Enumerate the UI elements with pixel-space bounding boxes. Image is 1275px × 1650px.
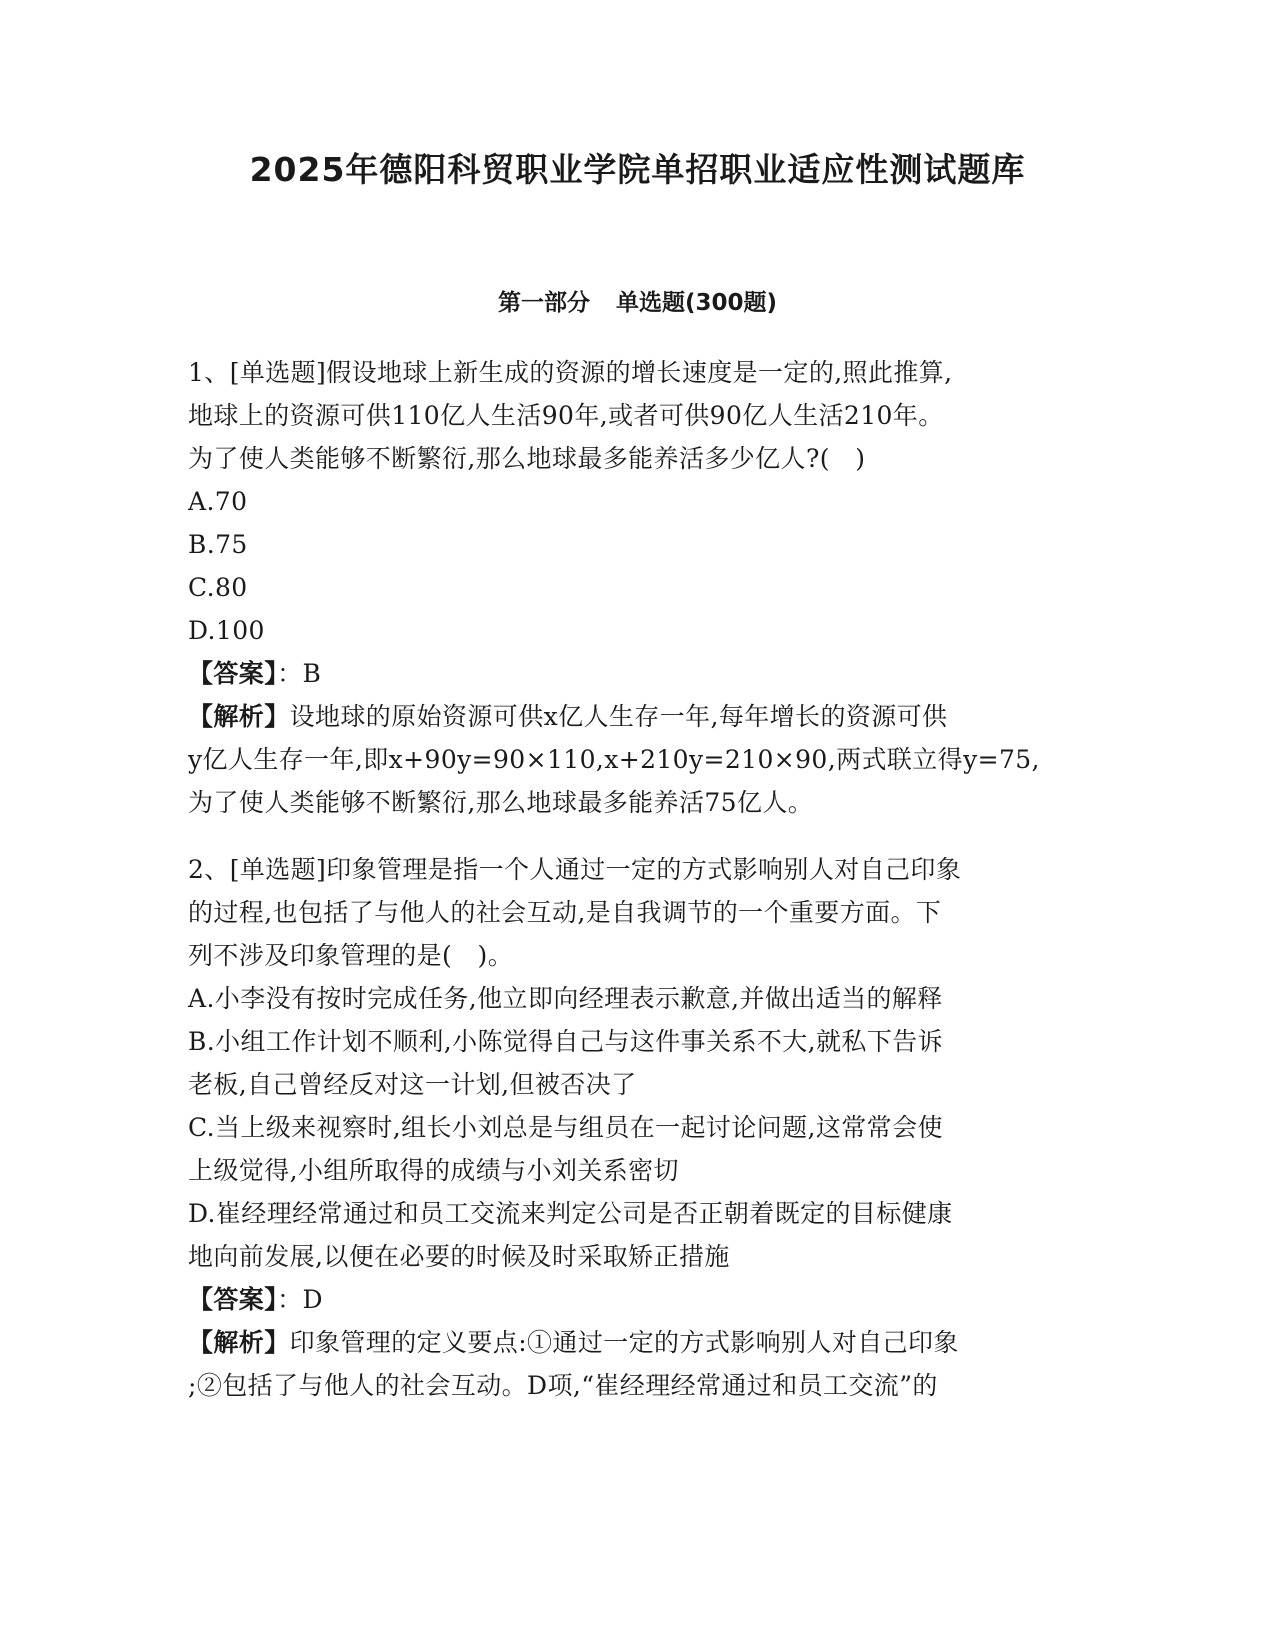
option-c-continued: 上级觉得,小组所取得的成绩与小刘关系密切 [188, 1156, 679, 1185]
answer-line [188, 652, 1084, 695]
analysis-line: 为了使人类能够不断繁衍,那么地球最多能养活75亿人。 [188, 788, 814, 817]
question-stem-line: 1、[单选题]假设地球上新生成的资源的增长速度是一定的,照此推算, [188, 358, 953, 387]
question-2 [188, 848, 1084, 1407]
option-a: A.70 [188, 487, 248, 516]
answer-label: 【答案】 [188, 1285, 278, 1314]
option-d: D.崔经理经常通过和员工交流来判定公司是否正朝着既定的目标健康 [188, 1199, 953, 1228]
analysis-line: ;②包括了与他人的社会互动。D项,“崔经理经常通过和员工交流”的 [188, 1371, 938, 1400]
document-title: 2025年德阳科贸职业学院单招职业适应性测试题库 [249, 150, 1026, 189]
answer-line [188, 1278, 1084, 1321]
analysis-line [188, 1321, 1084, 1364]
analysis-text: 设地球的原始资源可供x亿人生存一年,每年增长的资源可供 [289, 702, 948, 731]
option-c: C.80 [188, 573, 248, 602]
option-b: B.小组工作计划不顺利,小陈觉得自己与这件事关系不大,就私下告诉 [188, 1027, 944, 1056]
answer-value: ：D [277, 1285, 323, 1314]
section-heading [0, 287, 1275, 319]
option-b-continued: 老板,自己曾经反对这一计划,但被否决了 [188, 1070, 637, 1099]
question-stem-line: 地球上的资源可供110亿人生活90年,或者可供90亿人生活210年。 [188, 401, 944, 430]
question-stem-line: 为了使人类能够不断繁衍,那么地球最多能养活多少亿人?( ) [188, 444, 866, 473]
section-name: 单选题(300题) [615, 290, 778, 316]
option-a: A.小李没有按时完成任务,他立即向经理表示歉意,并做出适当的解释 [188, 984, 943, 1013]
answer-label: 【答案】 [188, 659, 278, 688]
analysis-text: 印象管理的定义要点:①通过一定的方式影响别人对自己印象 [289, 1328, 959, 1357]
analysis-line: y亿人生存一年,即x+90y=90×110,x+210y=210×90,两式联立得y=75, [188, 745, 1040, 774]
option-c: C.当上级来视察时,组长小刘总是与组员在一起讨论问题,这常常会使 [188, 1113, 943, 1142]
analysis-line [188, 695, 1084, 738]
option-d-continued: 地向前发展,以便在必要的时候及时采取矫正措施 [188, 1242, 730, 1271]
question-1 [188, 351, 1084, 824]
answer-value: ：B [277, 659, 322, 688]
option-d: D.100 [188, 616, 265, 645]
question-list [188, 351, 1084, 1407]
option-b: B.75 [188, 530, 248, 559]
question-stem-line: 的过程,也包括了与他人的社会互动,是自我调节的一个重要方面。下 [188, 898, 942, 927]
section-part: 第一部分 [497, 290, 590, 316]
question-stem-line: 2、[单选题]印象管理是指一个人通过一定的方式影响别人对自己印象 [188, 855, 962, 884]
analysis-label: 【解析】 [188, 702, 290, 731]
analysis-label: 【解析】 [188, 1328, 290, 1357]
question-stem-line: 列不涉及印象管理的是( )。 [188, 941, 514, 970]
